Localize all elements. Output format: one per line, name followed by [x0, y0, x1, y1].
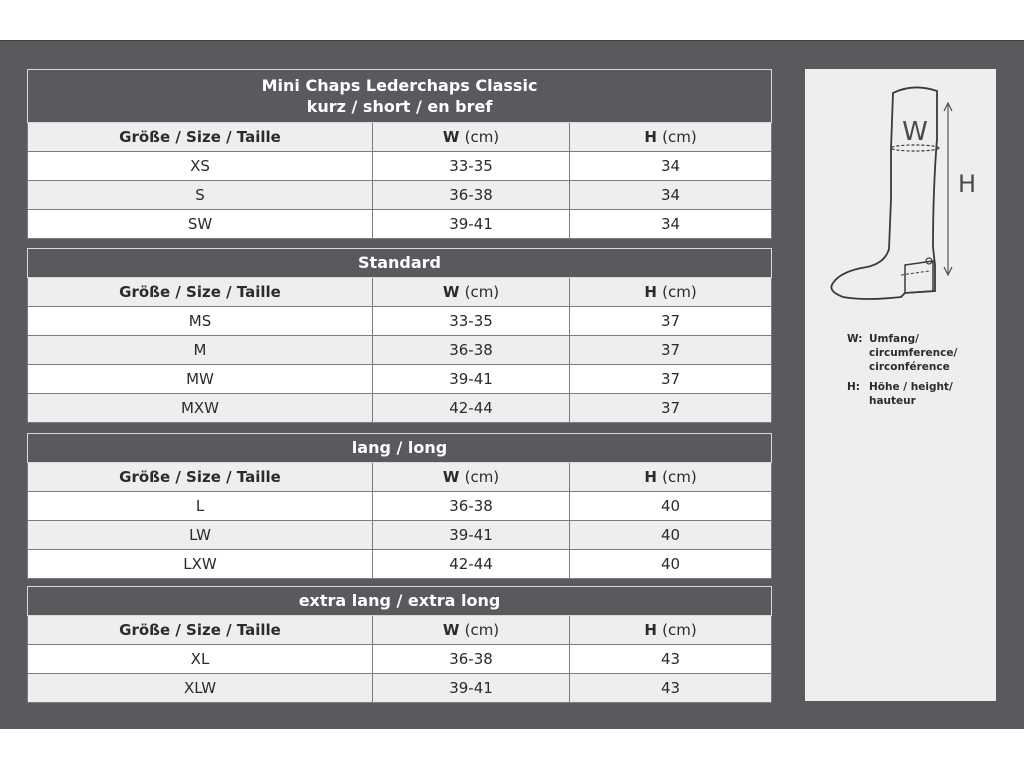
- table-row: [28, 152, 772, 181]
- h-cell: 40: [570, 492, 772, 521]
- table-row: [28, 550, 772, 579]
- size-cell: MS: [28, 307, 373, 336]
- table-title: Standard: [28, 249, 772, 278]
- w-cell: 33-35: [373, 307, 570, 336]
- legend-item: [847, 380, 987, 408]
- size-column-header: Größe / Size / Taille: [28, 123, 373, 152]
- w-column-header: W (cm): [373, 463, 570, 492]
- w-column-header: W (cm): [373, 123, 570, 152]
- measurement-guide-panel: [805, 69, 996, 701]
- w-label: W: [902, 117, 928, 147]
- w-cell: 36-38: [373, 181, 570, 210]
- table-row: [28, 674, 772, 703]
- h-cell: 40: [570, 521, 772, 550]
- h-cell: 37: [570, 307, 772, 336]
- size-cell: XL: [28, 645, 373, 674]
- table-row: [28, 210, 772, 239]
- size-table-standard: [27, 248, 772, 423]
- w-cell: 36-38: [373, 336, 570, 365]
- h-cell: 34: [570, 210, 772, 239]
- w-cell: 36-38: [373, 492, 570, 521]
- column-header-row: [28, 463, 772, 492]
- h-column-header: H (cm): [570, 463, 772, 492]
- w-cell: 39-41: [373, 521, 570, 550]
- h-cell: 40: [570, 550, 772, 579]
- chaps-boot-diagram-icon: [805, 69, 996, 319]
- size-chart-panel: [0, 40, 1024, 729]
- legend-value: Umfang/ circumference/ circonférence: [869, 333, 958, 373]
- w-cell: 33-35: [373, 152, 570, 181]
- legend: [847, 332, 987, 414]
- size-cell: LW: [28, 521, 373, 550]
- size-table-short: [27, 69, 772, 239]
- table-title: extra lang / extra long: [28, 587, 772, 616]
- table-row: [28, 394, 772, 423]
- h-cell: 37: [570, 394, 772, 423]
- table-title: lang / long: [28, 434, 772, 463]
- table-title-line2: kurz / short / en bref: [306, 97, 493, 116]
- h-cell: 37: [570, 365, 772, 394]
- size-column-header: Größe / Size / Taille: [28, 463, 373, 492]
- h-column-header: H (cm): [570, 123, 772, 152]
- table-row: [28, 365, 772, 394]
- column-header-row: [28, 278, 772, 307]
- size-cell: MXW: [28, 394, 373, 423]
- h-cell: 43: [570, 645, 772, 674]
- w-cell: 39-41: [373, 674, 570, 703]
- legend-key: W:: [847, 333, 863, 345]
- w-cell: 42-44: [373, 394, 570, 423]
- w-cell: 42-44: [373, 550, 570, 579]
- h-cell: 34: [570, 181, 772, 210]
- table-row: [28, 181, 772, 210]
- w-cell: 36-38: [373, 645, 570, 674]
- h-label: H: [958, 170, 977, 198]
- legend-value: Höhe / height/ hauteur: [869, 381, 953, 407]
- legend-item: [847, 332, 987, 374]
- w-column-header: W (cm): [373, 278, 570, 307]
- size-cell: XLW: [28, 674, 373, 703]
- table-title-line1: Mini Chaps Lederchaps Classic: [261, 76, 538, 95]
- w-cell: 39-41: [373, 365, 570, 394]
- size-column-header: Größe / Size / Taille: [28, 278, 373, 307]
- size-cell: L: [28, 492, 373, 521]
- table-row: [28, 307, 772, 336]
- legend-key: H:: [847, 381, 860, 393]
- size-cell: S: [28, 181, 373, 210]
- size-table-long: [27, 433, 772, 579]
- size-table-extra-long: [27, 586, 772, 703]
- h-column-header: H (cm): [570, 278, 772, 307]
- column-header-row: [28, 616, 772, 645]
- table-row: [28, 645, 772, 674]
- table-title: [28, 70, 772, 123]
- size-cell: MW: [28, 365, 373, 394]
- h-cell: 43: [570, 674, 772, 703]
- w-cell: 39-41: [373, 210, 570, 239]
- h-cell: 37: [570, 336, 772, 365]
- table-row: [28, 336, 772, 365]
- table-row: [28, 521, 772, 550]
- size-cell: M: [28, 336, 373, 365]
- h-column-header: H (cm): [570, 616, 772, 645]
- size-cell: LXW: [28, 550, 373, 579]
- chaps-tab: [905, 261, 933, 293]
- w-column-header: W (cm): [373, 616, 570, 645]
- size-cell: SW: [28, 210, 373, 239]
- size-cell: XS: [28, 152, 373, 181]
- column-header-row: [28, 123, 772, 152]
- size-column-header: Größe / Size / Taille: [28, 616, 373, 645]
- table-row: [28, 492, 772, 521]
- h-cell: 34: [570, 152, 772, 181]
